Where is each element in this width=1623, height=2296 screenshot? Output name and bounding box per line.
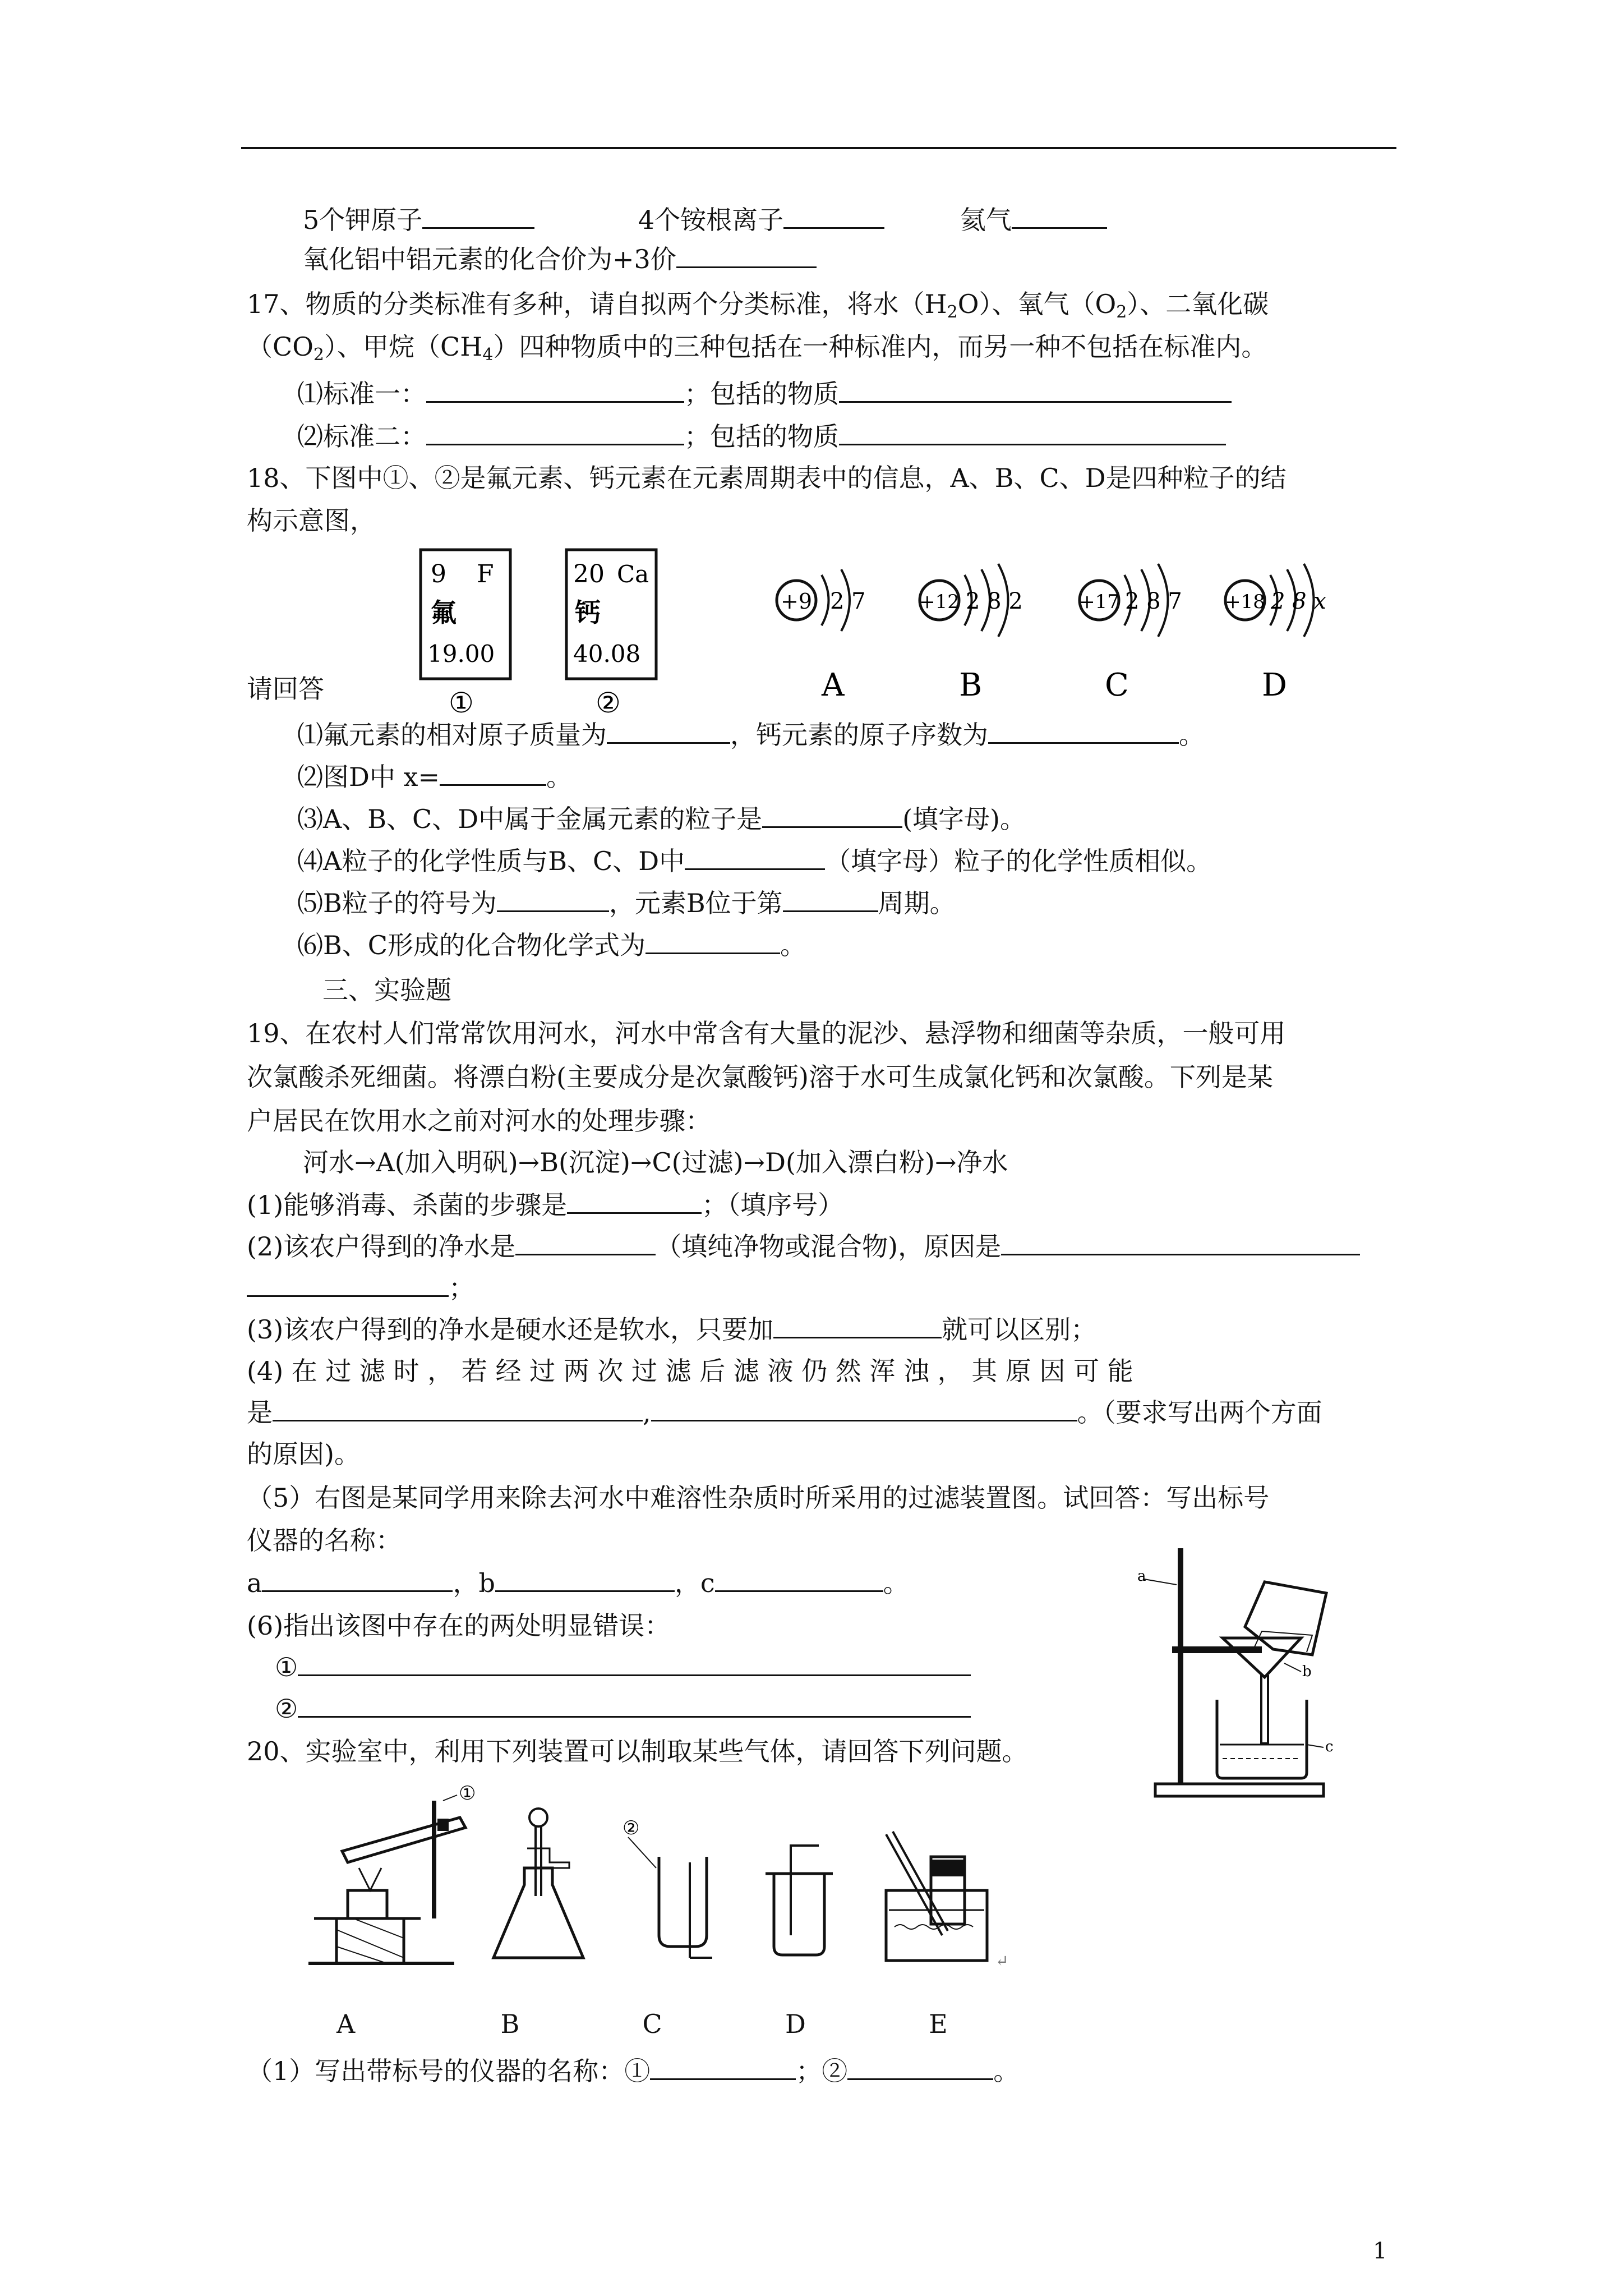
atomic-number: 9 bbox=[431, 560, 446, 588]
element-symbol: F bbox=[477, 560, 494, 588]
q19-part1 bbox=[247, 1188, 843, 1222]
answer-blank[interactable] bbox=[650, 2056, 796, 2080]
text: 周期。 bbox=[878, 888, 956, 918]
text: ⑷A粒子的化学性质与B、C、D中 bbox=[297, 846, 685, 876]
label-b: b bbox=[1302, 1663, 1312, 1680]
q19-stem-line3: 户居民在饮用水之前对河水的处理步骤： bbox=[247, 1106, 711, 1136]
answer-blank[interactable] bbox=[715, 1568, 883, 1592]
electron-shells: 2 8 x bbox=[1271, 588, 1326, 614]
periodic-cards-figure bbox=[415, 544, 695, 724]
gas-jar bbox=[659, 1857, 707, 1947]
apparatus-b bbox=[494, 1809, 583, 1958]
text: ① bbox=[275, 1652, 298, 1682]
answer-blank[interactable] bbox=[1001, 1231, 1360, 1255]
q20-apparatus-labels bbox=[336, 2007, 948, 2041]
answer-blank[interactable] bbox=[247, 1273, 449, 1297]
q16-item-k: 5个钾原子 bbox=[303, 205, 423, 235]
text: （填纯净物或混合物)，原因是 bbox=[656, 1231, 1002, 1262]
text: ，c bbox=[674, 1568, 715, 1598]
q18-part1 bbox=[297, 718, 1205, 752]
answer-blank[interactable] bbox=[426, 379, 684, 403]
text: （1）写出带标号的仪器的名称：① bbox=[247, 2056, 651, 2086]
text: ，元素B位于第 bbox=[608, 888, 783, 918]
text: 。 bbox=[1179, 720, 1205, 750]
q19-part5-line1: （5）右图是某同学用来除去河水中难溶性杂质时所采用的过滤装置图。试回答：写出标号 bbox=[247, 1483, 1270, 1513]
text: (1)能够消毒、杀菌的步骤是 bbox=[247, 1190, 568, 1220]
q20-part1 bbox=[247, 2054, 1019, 2088]
text: (2)该农户得到的净水是 bbox=[247, 1231, 516, 1262]
nucleus-charge: +17 bbox=[1079, 591, 1119, 613]
q19-part4-line2 bbox=[247, 1396, 1322, 1429]
atomic-mass: 19.00 bbox=[427, 640, 495, 668]
answer-blank[interactable] bbox=[645, 930, 780, 954]
atom-label: D bbox=[1262, 667, 1287, 703]
text: （填字母）粒子的化学性质相似。 bbox=[825, 846, 1212, 876]
element-name: 氟 bbox=[431, 597, 457, 628]
element-card-calcium bbox=[566, 550, 656, 719]
answer-blank[interactable] bbox=[298, 1652, 971, 1676]
answer-blank[interactable] bbox=[783, 205, 884, 229]
text: ，钙元素的原子序数为 bbox=[730, 720, 988, 750]
subscript: 2 bbox=[1116, 302, 1127, 322]
section-heading: 三、实验题 bbox=[322, 975, 451, 1005]
answer-blank[interactable] bbox=[262, 1568, 453, 1592]
text: ⑴标准一： bbox=[297, 379, 426, 409]
q18-part4 bbox=[297, 844, 1212, 878]
text: ⑸B粒子的符号为 bbox=[297, 888, 497, 918]
subscript: 2 bbox=[947, 302, 958, 322]
text: 。 bbox=[546, 762, 572, 792]
q19-part4-line3: 的原因)。 bbox=[247, 1439, 360, 1469]
atom-diagram-a bbox=[777, 569, 866, 703]
q19-stem-line2: 次氯酸杀死细菌。将漂白粉(主要成分是次氯酸钙)溶于水可生成氯化钙和次氯酸。下列是某 bbox=[247, 1062, 1273, 1092]
text: ② bbox=[275, 1694, 298, 1724]
text: 17、物质的分类标准有多种，请自拟两个分类标准，将水（H bbox=[247, 289, 947, 319]
text: ；（填序号） bbox=[702, 1190, 844, 1220]
atom-diagram-b bbox=[919, 564, 1023, 703]
text: ，b bbox=[453, 1568, 495, 1598]
answer-blank[interactable] bbox=[426, 421, 684, 445]
apparatus-c bbox=[623, 1817, 712, 1958]
text: a bbox=[247, 1568, 262, 1598]
element-card-fluorine bbox=[421, 550, 510, 719]
answer-blank[interactable] bbox=[567, 1190, 702, 1214]
q17-stem-line2 bbox=[247, 330, 1267, 372]
q18-part2 bbox=[297, 760, 572, 794]
text: ⑶A、B、C、D中属于金属元素的粒子是 bbox=[297, 804, 763, 834]
q16-item-al: 氧化铝中铝元素的化合价为+3价 bbox=[303, 244, 676, 274]
q19-part5-line3 bbox=[247, 1566, 909, 1600]
card-label: ② bbox=[596, 687, 621, 719]
apparatus-label-b: B bbox=[500, 2009, 520, 2039]
text: ）、甲烷（CH bbox=[324, 332, 483, 362]
ring-clamp bbox=[1172, 1646, 1262, 1653]
apparatus-label-a: A bbox=[336, 2009, 356, 2039]
electron-shells: 2 8 7 bbox=[1125, 588, 1182, 614]
apparatus-e bbox=[886, 1832, 1008, 1970]
q17-standard-2 bbox=[297, 420, 1226, 453]
pouring-beaker bbox=[1245, 1582, 1326, 1655]
text: 。 bbox=[993, 2056, 1020, 2086]
return-mark: ↵ bbox=[995, 1952, 1009, 1970]
mark-1: ① bbox=[459, 1784, 476, 1805]
q16-item-nh4: 4个铵根离子 bbox=[638, 205, 784, 235]
page-number: 1 bbox=[1373, 2238, 1387, 2264]
text: ⑵标准二： bbox=[297, 421, 426, 452]
text: 是 bbox=[247, 1397, 273, 1428]
answer-blank[interactable] bbox=[273, 1397, 643, 1421]
apparatus-d bbox=[766, 1846, 833, 1955]
nucleus-charge: +9 bbox=[780, 589, 813, 614]
q16-item-he: 氦气 bbox=[960, 205, 1012, 235]
answer-blank[interactable] bbox=[988, 720, 1179, 744]
text: ）、二氧化碳 bbox=[1127, 289, 1269, 319]
answer-blank[interactable] bbox=[847, 2056, 993, 2080]
q19-part3 bbox=[247, 1313, 1096, 1346]
answer-blank[interactable] bbox=[839, 379, 1232, 403]
q18-part5 bbox=[297, 886, 956, 920]
text: (填字母)。 bbox=[902, 804, 1026, 834]
answer-blank[interactable] bbox=[783, 888, 878, 912]
text: O）、氧气（O bbox=[957, 289, 1117, 319]
gas-jar bbox=[774, 1874, 824, 1955]
answer-blank[interactable] bbox=[1012, 205, 1107, 229]
text: ）四种物质中的三种包括在一种标准内，而另一种不包括在标准内。 bbox=[493, 332, 1267, 362]
q16-line1 bbox=[303, 203, 1107, 237]
header-rule bbox=[241, 147, 1396, 149]
text: ；② bbox=[796, 2056, 848, 2086]
q18-part6 bbox=[297, 928, 806, 962]
text: ⑵图D中 x= bbox=[297, 762, 440, 792]
q19-part6: (6)指出该图中存在的两处明显错误： bbox=[247, 1611, 671, 1641]
electron-shells: 2 8 2 bbox=[966, 588, 1023, 614]
stand-rod bbox=[1178, 1548, 1183, 1784]
subscript: 2 bbox=[313, 345, 325, 365]
answer-blank[interactable] bbox=[497, 888, 609, 912]
text: 就可以区别； bbox=[942, 1314, 1097, 1345]
text: ⑹B、C形成的化合物化学式为 bbox=[297, 930, 645, 960]
q18-part3 bbox=[297, 802, 1026, 836]
answer-blank[interactable] bbox=[762, 804, 902, 828]
text: （CO bbox=[247, 332, 313, 362]
electron-shells: 2 7 bbox=[830, 588, 866, 614]
stand-base bbox=[1155, 1784, 1324, 1796]
apparatus-label-c: C bbox=[642, 2009, 662, 2039]
alcohol-lamp bbox=[348, 1890, 387, 1918]
card-label: ① bbox=[449, 687, 474, 719]
apparatus-label-e: E bbox=[929, 2009, 948, 2039]
answer-blank[interactable] bbox=[298, 1694, 971, 1718]
element-symbol: Ca bbox=[617, 560, 649, 588]
text: 。（要求写出两个方面 bbox=[1077, 1397, 1322, 1428]
nucleus-charge: +12 bbox=[919, 591, 960, 613]
text: ；包括的物质 bbox=[684, 379, 839, 409]
answer-blank[interactable] bbox=[685, 846, 825, 870]
q18-stem-line2: 构示意图， bbox=[247, 505, 376, 536]
q16-line2 bbox=[303, 242, 817, 276]
q19-stem-line1: 19、在农村人们常常饮用河水，河水中常含有大量的泥沙、悬浮物和细菌等杂质，一般可用 bbox=[247, 1018, 1286, 1048]
apparatus-label-d: D bbox=[785, 2009, 806, 2039]
text: 。 bbox=[780, 930, 806, 960]
atom-label: B bbox=[959, 667, 983, 703]
atom-diagram-d bbox=[1225, 564, 1326, 703]
q19-process-flow: 河水→A(加入明矾)→B(沉淀)→C(过滤)→D(加入漂白粉)→净水 bbox=[303, 1147, 1008, 1177]
q17-stem-line1 bbox=[247, 287, 1269, 329]
mark-2: ② bbox=[623, 1817, 640, 1839]
funnel bbox=[1223, 1638, 1301, 1677]
q19-part6-answer2 bbox=[275, 1692, 971, 1726]
q20-stem: 20、实验室中，利用下列装置可以制取某些气体，请回答下列问题。 bbox=[247, 1736, 1028, 1766]
text: (3)该农户得到的净水是硬水还是软水，只要加 bbox=[247, 1314, 774, 1345]
subscript: 4 bbox=[482, 345, 494, 365]
text: , bbox=[643, 1397, 651, 1428]
filtration-apparatus-figure bbox=[1133, 1537, 1368, 1818]
answer-blank[interactable] bbox=[440, 762, 546, 786]
answer-blank[interactable] bbox=[773, 1314, 942, 1338]
answer-blank[interactable] bbox=[515, 1231, 656, 1255]
gas-apparatus-figure bbox=[308, 1784, 1077, 1997]
atomic-mass: 40.08 bbox=[573, 640, 641, 668]
answer-blank[interactable] bbox=[607, 720, 730, 744]
answer-blank[interactable] bbox=[495, 1568, 675, 1592]
answer-blank[interactable] bbox=[676, 244, 817, 268]
answer-blank[interactable] bbox=[651, 1397, 1077, 1421]
atomic-number: 20 bbox=[573, 560, 605, 588]
label-c: c bbox=[1325, 1738, 1334, 1755]
atom-label: C bbox=[1105, 667, 1129, 703]
text: 。 bbox=[883, 1568, 909, 1598]
q19-part2 bbox=[247, 1230, 1360, 1263]
apparatus-a bbox=[308, 1784, 476, 1963]
text: ⑴氟元素的相对原子质量为 bbox=[297, 720, 607, 750]
conical-flask bbox=[494, 1868, 583, 1958]
label-a: a bbox=[1137, 1568, 1146, 1585]
q19-part4-line1: (4) 在 过 滤 时 ， 若 经 过 两 次 过 滤 后 滤 液 仍 然 浑 浊 ， 其 原 因 可 能 bbox=[247, 1356, 1133, 1386]
answer-blank[interactable] bbox=[839, 421, 1226, 445]
q19-part2-cont bbox=[247, 1271, 474, 1305]
q18-answer-prompt: 请回答 bbox=[247, 674, 324, 704]
q19-part6-answer1 bbox=[275, 1650, 971, 1684]
q17-standard-1 bbox=[297, 377, 1232, 411]
answer-blank[interactable] bbox=[422, 205, 534, 229]
atom-structure-figure bbox=[768, 555, 1335, 724]
q18-stem-line1: 18、下图中①、②是氟元素、钙元素在元素周期表中的信息，A、B、C、D是四种粒子的结 bbox=[247, 463, 1287, 493]
q19-part5-line2: 仪器的名称： bbox=[247, 1525, 402, 1556]
nucleus-charge: +18 bbox=[1225, 591, 1265, 613]
element-name: 钙 bbox=[575, 597, 601, 628]
funnel-stem bbox=[1261, 1676, 1268, 1743]
atom-diagram-c bbox=[1079, 564, 1182, 703]
text: ；包括的物质 bbox=[684, 421, 839, 452]
text: ； bbox=[449, 1273, 474, 1303]
atom-label: A bbox=[822, 667, 845, 703]
